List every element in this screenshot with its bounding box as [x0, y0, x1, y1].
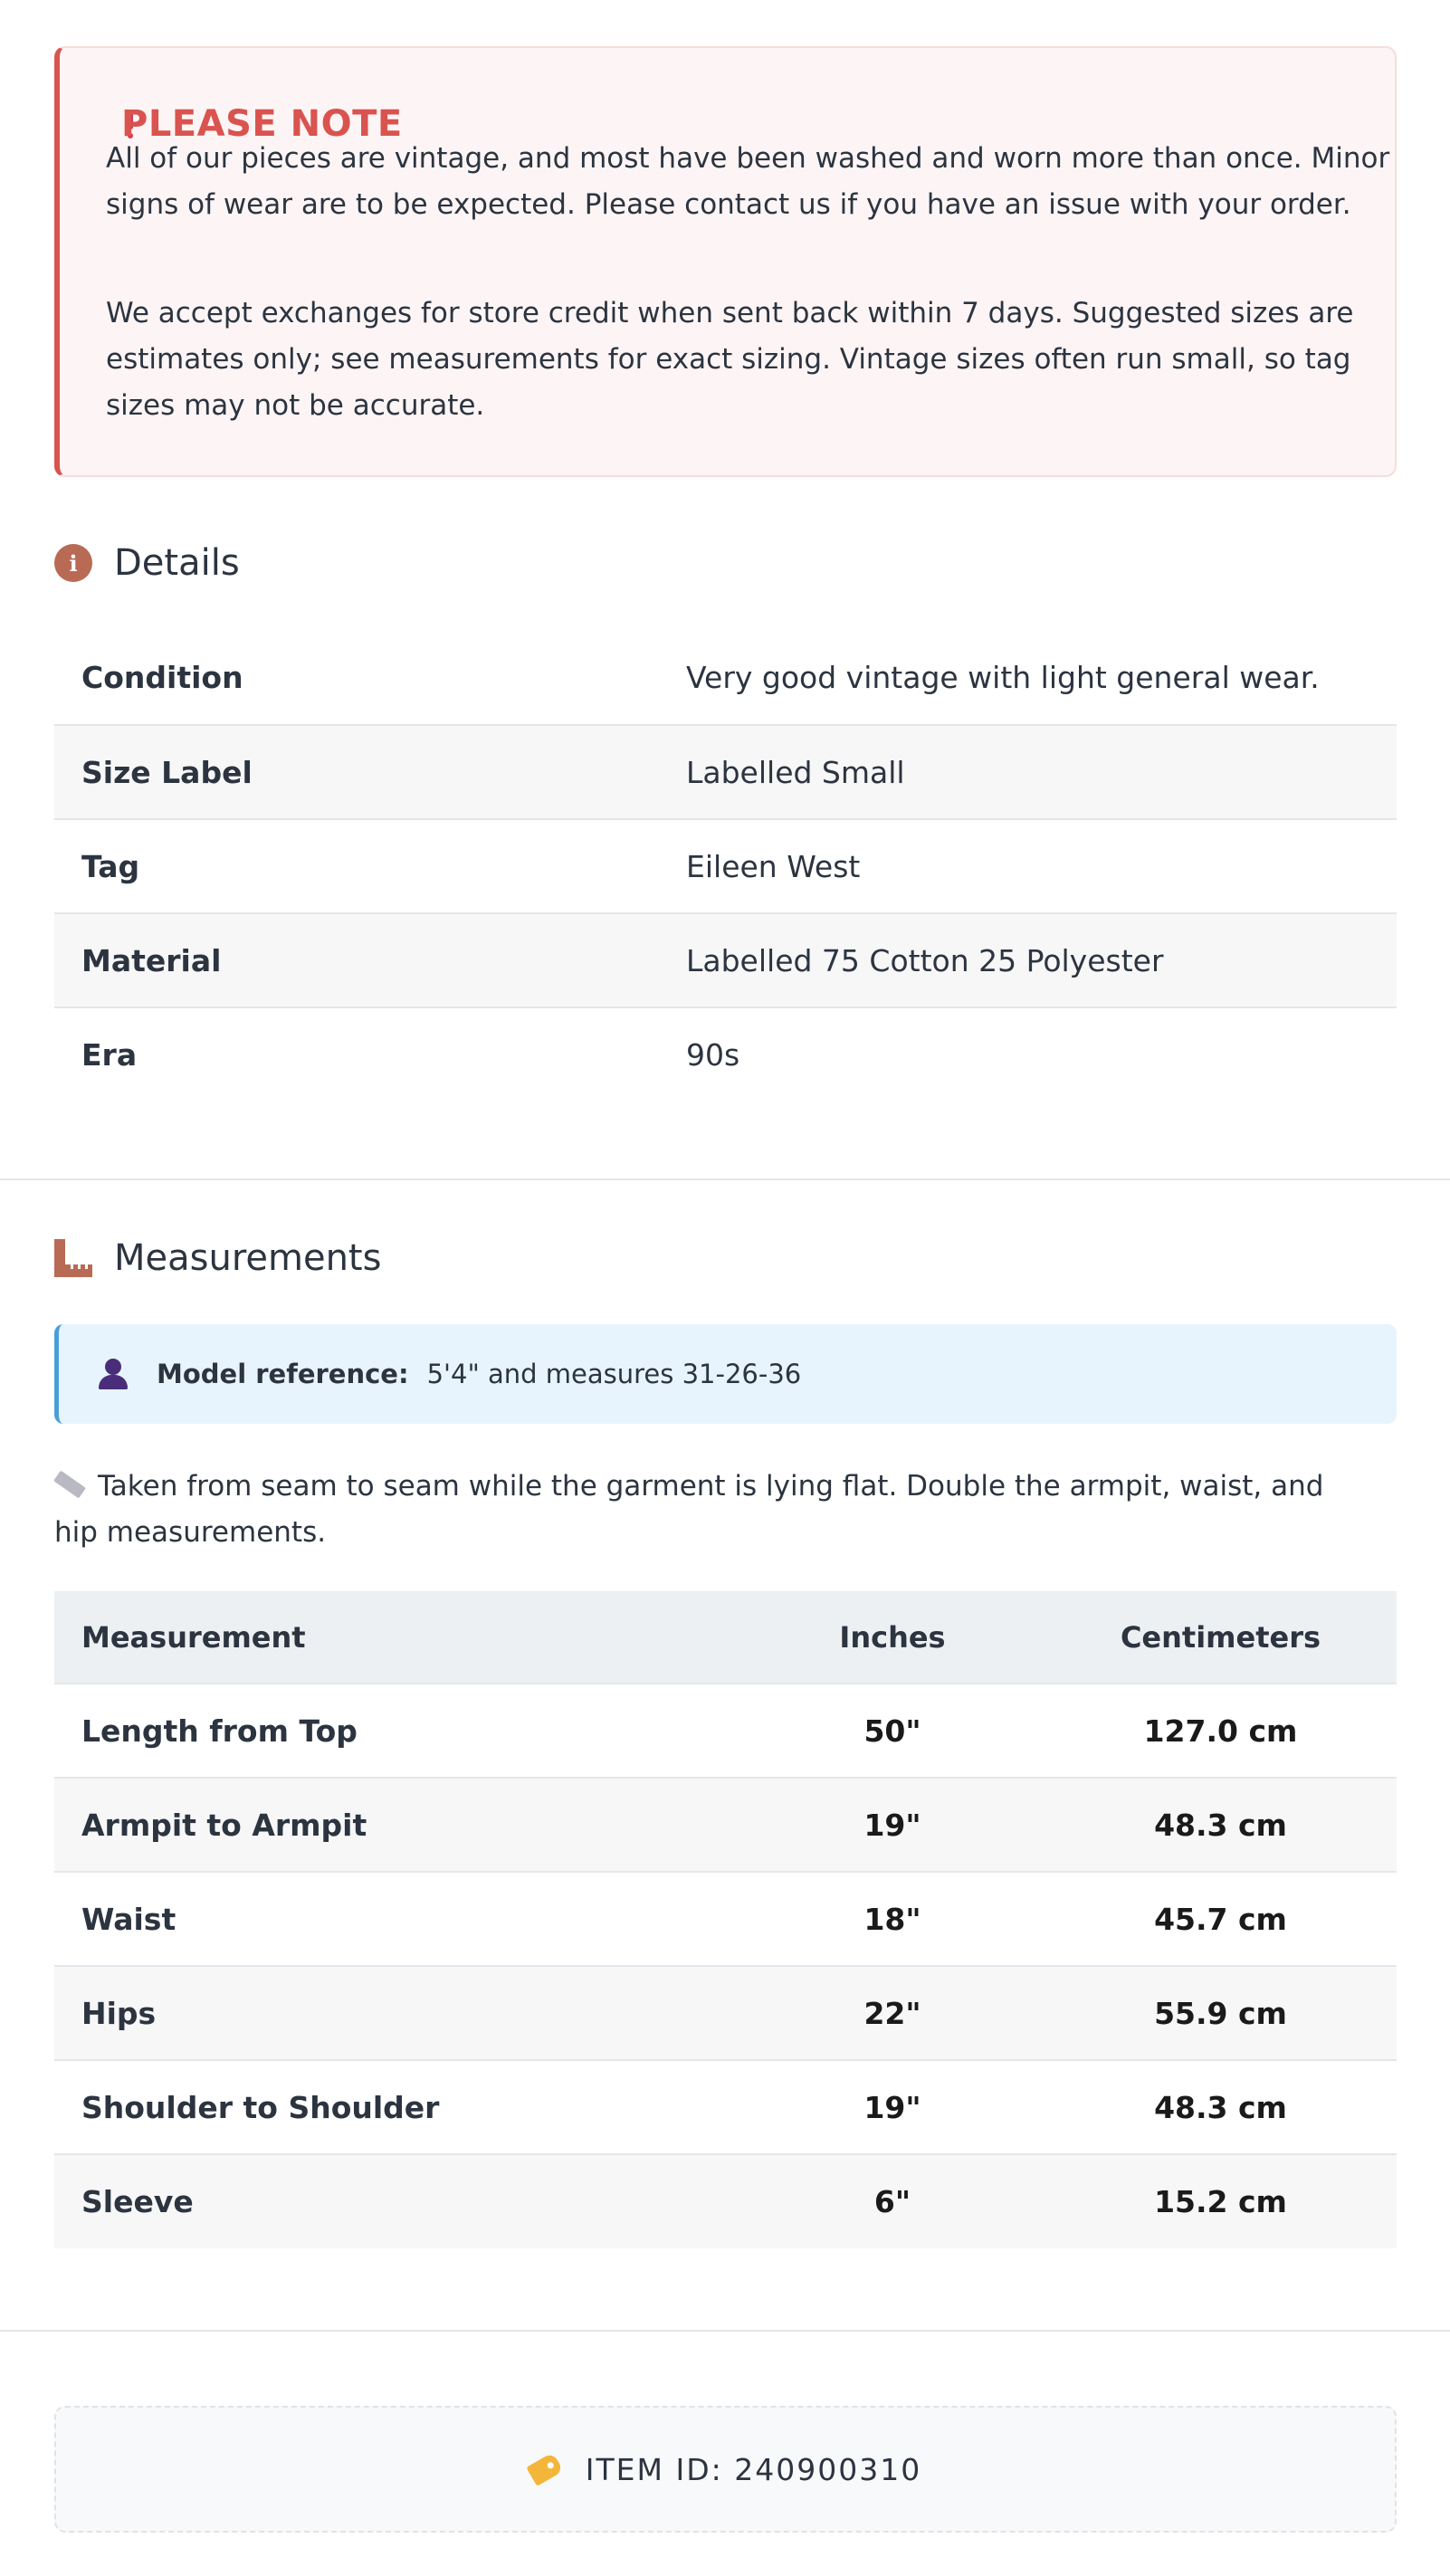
model-reference-value: 5'4" and measures 31-26-36: [426, 1359, 802, 1389]
measurement-inches: 6": [740, 2154, 1045, 2248]
column-header-measurement: Measurement: [54, 1591, 740, 1684]
person-icon: [97, 1359, 129, 1389]
section-divider: [0, 2330, 1450, 2332]
measurement-inches: 18": [740, 1872, 1045, 1966]
column-header-centimeters: Centimeters: [1045, 1591, 1397, 1684]
details-row: [54, 913, 1397, 1007]
details-row: [54, 819, 1397, 913]
details-table: [54, 631, 1397, 1102]
column-header-inches: Inches: [740, 1591, 1045, 1684]
measurement-row: [54, 2154, 1397, 2248]
measurement-cm: 48.3 cm: [1045, 1778, 1397, 1872]
measurements-header-row: [54, 1591, 1397, 1684]
details-label: Era: [81, 1037, 138, 1073]
measurement-row: [54, 1872, 1397, 1966]
section-divider: [0, 1178, 1450, 1180]
measurements-table: [54, 1591, 1397, 2248]
details-label: Condition: [54, 631, 659, 725]
measurement-note-text: Taken from seam to seam while the garment is lying flat. Double the armpit, waist, and hip measurements.: [54, 1470, 1324, 1549]
model-reference-box: [54, 1324, 1397, 1424]
measurement-inches: 19": [740, 2060, 1045, 2154]
details-row: [54, 1007, 1397, 1102]
item-id-box: [54, 2406, 1397, 2533]
measurement-row: [54, 2060, 1397, 2154]
measurement-cm: 15.2 cm: [1045, 2154, 1397, 2248]
measurement-note: [54, 1464, 1358, 1556]
notice-title: PLEASE NOTE: [121, 103, 403, 145]
measurement-inches: 50": [740, 1684, 1045, 1778]
details-value: Labelled 75 Cotton 25 Polyester: [659, 913, 1397, 1007]
details-label: Tag: [54, 819, 659, 913]
measurement-name: Sleeve: [54, 2154, 740, 2248]
details-label: Size Label: [54, 725, 659, 819]
details-value: Eileen West: [659, 819, 1397, 913]
details-title: Details: [114, 542, 240, 584]
measurements-title: Measurements: [114, 1237, 382, 1279]
item-id-text: ITEM ID: 240900310: [585, 2451, 922, 2487]
details-row: [54, 631, 1397, 725]
measurements-heading: [54, 1235, 381, 1282]
notice-paragraph-2: We accept exchanges for store credit when sent back within 7 days. Suggested sizes are estimates only; see measurements for exact sizing. Vintage sizes often run small, so tag sizes may not be accurate.: [106, 297, 1354, 422]
details-value: Very good vintage with light general wear.: [659, 631, 1397, 725]
measurement-name: Armpit to Armpit: [54, 1778, 740, 1872]
measurement-cm: 55.9 cm: [1045, 1966, 1397, 2060]
details-row: [54, 725, 1397, 819]
measurement-name: Waist: [54, 1872, 740, 1966]
measurement-cm: 127.0 cm: [1045, 1684, 1397, 1778]
model-reference-label: Model reference:: [157, 1359, 409, 1389]
measurement-row: [54, 1684, 1397, 1778]
tag-icon: [526, 2452, 563, 2486]
measurement-name: Length from Top: [54, 1684, 740, 1778]
measurement-name: Shoulder to Shoulder: [54, 2060, 740, 2154]
measurement-row: [54, 1778, 1397, 1872]
details-value: Labelled Small: [659, 725, 1397, 819]
details-heading: [54, 539, 240, 587]
ruler-emoji-icon: [53, 1470, 86, 1498]
measurement-inches: 22": [740, 1966, 1045, 2060]
measurement-name: Hips: [54, 1966, 740, 2060]
measurement-row: [54, 1966, 1397, 2060]
measurement-cm: 45.7 cm: [1045, 1872, 1397, 1966]
details-value: 90s: [686, 1037, 740, 1073]
measurement-inches: 19": [740, 1778, 1045, 1872]
details-label: Material: [54, 913, 659, 1007]
notice-paragraph-1: All of our pieces are vintage, and most have been washed and worn more than once. Minor signs of wear are to be expected. Please contact us if you have an issue with your order.: [106, 142, 1390, 221]
info-icon: i: [54, 544, 92, 582]
measurement-cm: 48.3 cm: [1045, 2060, 1397, 2154]
ruler-icon: [54, 1239, 92, 1277]
